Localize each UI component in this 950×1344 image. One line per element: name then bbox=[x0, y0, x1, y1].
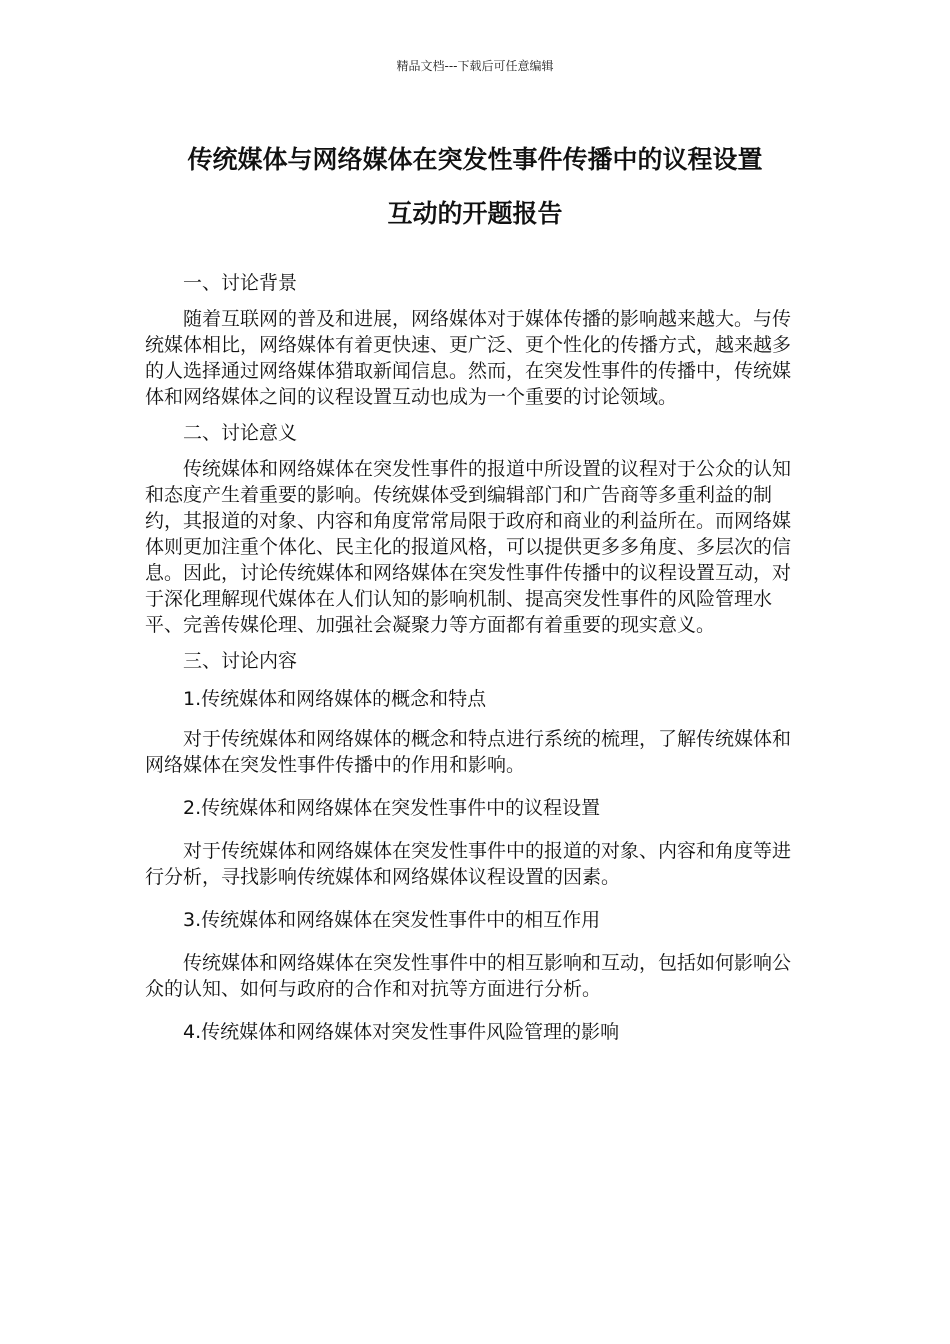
item-2-heading: 2.传统媒体和网络媒体在突发性事件中的议程设置 bbox=[183, 797, 601, 819]
section-heading-background: 一、讨论背景 bbox=[183, 272, 298, 294]
document-body bbox=[145, 270, 805, 1045]
section-heading-content: 三、讨论内容 bbox=[183, 650, 298, 672]
document-title bbox=[120, 133, 830, 241]
item-2-paragraph: 对于传统媒体和网络媒体在突发性事件中的报道的对象、内容和角度等进行分析，寻找影响传统媒体和网络媒体议程设置的因素。 bbox=[145, 840, 792, 888]
paragraph-background: 随着互联网的普及和进展，网络媒体对于媒体传播的影响越来越大。与传统媒体相比，网络媒体有着更快速、更广泛、更个性化的传播方式，越来越多的人选择通过网络媒体猎取新闻信息。然而，在突发性事件的传播中，传统媒体和网络媒体之间的议程设置互动也成为一个重要的讨论领域。 bbox=[145, 308, 792, 408]
header-note: 精品文档---下载后可任意编辑 bbox=[396, 59, 554, 73]
paragraph-significance: 传统媒体和网络媒体在突发性事件的报道中所设置的议程对于公众的认知和态度产生着重要的影响。传统媒体受到编辑部门和广告商等多重利益的制约，其报道的对象、内容和角度常常局限于政府和商业的利益所在。而网络媒体则更加注重个体化、民主化的报道风格，可以提供更多多角度、多层次的信息。因此，讨论传统媒体和网络媒体在突发性事件传播中的议程设置互动，对于深化理解现代媒体在人们认知的影响机制、提高突发性事件的风险管理水平、完善传媒伦理、加强社会凝聚力等方面都有着重要的现实意义。 bbox=[145, 458, 792, 636]
section-heading-significance: 二、讨论意义 bbox=[183, 422, 298, 444]
item-4-heading: 4.传统媒体和网络媒体对突发性事件风险管理的影响 bbox=[183, 1021, 620, 1043]
title-line-1: 传统媒体与网络媒体在突发性事件传播中的议程设置 bbox=[187, 145, 763, 174]
item-1-heading: 1.传统媒体和网络媒体的概念和特点 bbox=[183, 688, 487, 710]
item-3-heading: 3.传统媒体和网络媒体在突发性事件中的相互作用 bbox=[183, 909, 601, 931]
item-3-paragraph: 传统媒体和网络媒体在突发性事件中的相互影响和互动，包括如何影响公众的认知、如何与政府的合作和对抗等方面进行分析。 bbox=[145, 952, 792, 1000]
title-line-2: 互动的开题报告 bbox=[387, 199, 563, 228]
item-1-paragraph: 对于传统媒体和网络媒体的概念和特点进行系统的梳理，了解传统媒体和网络媒体在突发性事件传播中的作用和影响。 bbox=[145, 728, 792, 776]
